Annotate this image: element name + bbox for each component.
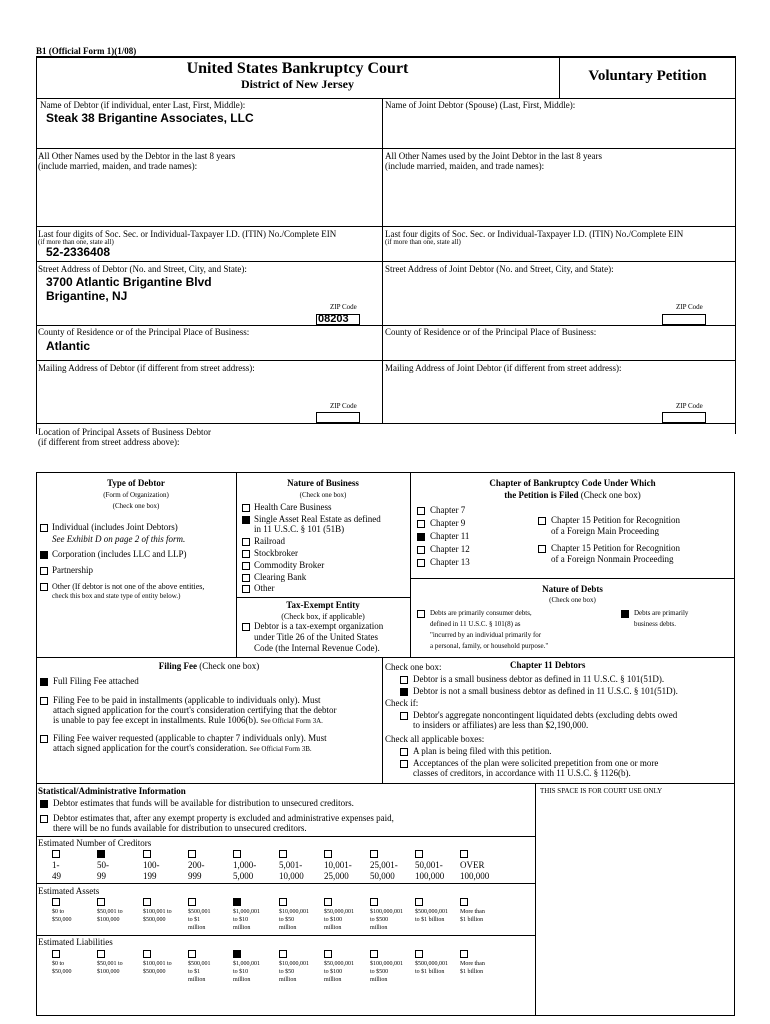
other-entity-label: Other (If debtor is not one of the above entities, [52,582,205,591]
not-small-business-label: Debtor is not a small business debtor as defined in 11 U.S.C. § 101(51D). [413,686,678,696]
other-business-checkbox[interactable] [242,585,250,593]
tax-exempt-checkbox[interactable] [242,623,250,631]
partnership-label: Partnership [52,565,93,575]
liabilities-option-1-line-1: $0 to [52,961,65,967]
debtor-other-names-label: All Other Names used by the Debtor in the last 8 years [38,151,236,161]
debtor-mailing-zip-label: ZIP Code [330,402,357,410]
chapter-13-checkbox[interactable] [417,559,425,567]
assets-option-9-line-1: $500,000,001 [415,909,448,915]
chapter-title: Chapter of Bankruptcy Code Under Which [489,478,656,488]
assets-checkbox-4[interactable] [188,898,196,906]
creditors-option-8-line-1: 25,001- [370,860,398,870]
tax-exempt-label-3: Code (the Internal Revenue Code). [254,643,380,653]
assets-option-7-line-3: million [324,925,342,931]
business-debts-label-2: business debts. [634,620,676,628]
assets-checkbox-9[interactable] [415,898,423,906]
ch11-check-if: Check if: [385,698,419,708]
liabilities-option-4-line-1: $500,001 [188,961,211,967]
liabilities-checkbox-1[interactable] [52,950,60,958]
debtor-county: Atlantic [46,339,91,353]
assets-option-4-line-2: to $1 [188,917,201,923]
liabilities-checkbox-6[interactable] [279,950,287,958]
joint-mailing-label: Mailing Address of Joint Debtor (if different from street address): [385,363,622,373]
assets-option-10-line-2: $1 billion [460,917,484,923]
liabilities-option-2-line-1: $50,001 to [97,961,123,967]
other-entity-checkbox[interactable] [40,583,48,591]
creditors-checkbox-3[interactable] [143,850,151,858]
full-fee-checkbox[interactable] [40,678,48,686]
consumer-debts-label-3: "incurred by an individual primarily for [430,631,542,639]
creditors-option-2-line-1: 50- [97,860,109,870]
chapter-title-2 [410,490,735,500]
debtor-zip-label: ZIP Code [330,303,357,311]
liabilities-checkbox-8[interactable] [370,950,378,958]
assets-checkbox-6[interactable] [279,898,287,906]
liabilities-option-5-line-2: to $10 [233,969,249,975]
liabilities-option-8-line-2: to $500 [370,969,389,975]
debtor-name-label: Name of Debtor (if individual, enter Last, First, Middle): [40,100,246,110]
court-district: District of New Jersey [241,77,354,91]
creditors-option-9-line-1: 50,001- [415,860,443,870]
joint-zip-label: ZIP Code [676,303,703,311]
joint-other-names-label-2: (include married, maiden, and trade names): [385,161,545,171]
chapter-15-nonmain-label-2: of a Foreign Nonmain Proceeding [551,554,674,564]
creditors-checkbox-1[interactable] [52,850,60,858]
liabilities-checkbox-4[interactable] [188,950,196,958]
plan-filed-label: A plan is being filed with this petition. [413,746,552,756]
assets-option-8-line-3: million [370,925,388,931]
aggregate-debts-checkbox[interactable] [400,712,408,720]
statistical-title: Statistical/Administrative Information [38,786,186,796]
assets-option-6-line-2: to $50 [279,917,295,923]
partnership-checkbox[interactable] [40,567,48,575]
creditors-option-7-line-1: 10,001- [324,860,352,870]
debtor-county-label: County of Residence or of the Principal Place of Business: [38,327,250,337]
assets-option-2-line-2: $100,000 [97,917,120,923]
funds-available-checkbox[interactable] [40,800,48,808]
no-funds-label: Debtor estimates that, after any exempt property is excluded and administrative expenses paid, [53,813,394,823]
type-of-debtor-sub: (Form of Organization) [103,491,169,499]
creditors-option-10-line-1: OVER [460,860,485,870]
liabilities-option-5-line-1: $1,000,001 [233,961,260,967]
assets-checkbox-5[interactable] [233,898,241,906]
creditors-checkbox-5[interactable] [233,850,241,858]
assets-option-5-line-3: million [233,925,251,931]
debtor-other-names-label-2: (include married, maiden, and trade names): [38,161,198,171]
assets-option-4-line-1: $500,001 [188,909,211,915]
joint-county-label: County of Residence or of the Principal Place of Business: [385,327,597,337]
installments-label-3 [53,715,323,725]
debtor-mailing-label: Mailing Address of Debtor (if different from street address): [38,363,255,373]
creditors-option-3-line-2: 199 [143,871,157,881]
assets-option-5-line-1: $1,000,001 [233,909,260,915]
liabilities-option-7-line-2: to $100 [324,969,343,975]
ch11-check-one: Check one box: [385,662,442,672]
railroad-label: Railroad [254,536,285,546]
assets-option-1-line-2: $50,000 [52,917,72,923]
individual-checkbox[interactable] [40,524,48,532]
consumer-debts-checkbox[interactable] [417,610,425,618]
liabilities-option-9-line-2: to $1 billion [415,969,445,975]
liabilities-option-7-line-1: $50,000,001 [324,961,354,967]
single-asset-checkbox[interactable] [242,516,250,524]
single-asset-label: Single Asset Real Estate as defined [254,514,381,524]
debtor-ein-label: Last four digits of Soc. Sec. or Individual-Taxpayer I.D. (ITIN) No./Complete EIN [38,229,337,239]
assets-checkbox-1[interactable] [52,898,60,906]
creditors-checkbox-8[interactable] [370,850,378,858]
assets-option-7-line-2: to $100 [324,917,343,923]
liabilities-checkbox-3[interactable] [143,950,151,958]
acceptances-checkbox[interactable] [400,760,408,768]
filing-fee-title-bold: Filing Fee [158,661,197,671]
assets-checkbox-8[interactable] [370,898,378,906]
liabilities-option-6-line-2: to $50 [279,969,295,975]
assets-option-8-line-1: $100,000,001 [370,909,403,915]
installments-checkbox[interactable] [40,697,48,705]
liabilities-option-6-line-1: $10,000,001 [279,961,309,967]
small-business-checkbox[interactable] [400,676,408,684]
chapter-12-label: Chapter 12 [430,544,470,554]
creditors-option-9-line-2: 100,000 [415,871,445,881]
clearing-bank-label: Clearing Bank [254,572,307,582]
chapter-11-checkbox[interactable] [417,533,425,541]
no-funds-label-2: there will be no funds available for distribution to unsecured creditors. [53,823,307,833]
assets-label: Estimated Assets [38,886,100,896]
assets-checkbox-10[interactable] [460,898,468,906]
chapter-12-checkbox[interactable] [417,546,425,554]
tax-exempt-sub: (Check box, if applicable) [281,612,365,621]
debtor-street-label: Street Address of Debtor (No. and Street, City, and State): [38,264,247,274]
joint-ein-sub: (if more than one, state all) [385,238,461,246]
chapter-13-label: Chapter 13 [430,557,470,567]
joint-mailing-zip-label: ZIP Code [676,402,703,410]
fee-waiver-label: Filing Fee waiver requested (applicable to chapter 7 individuals only). Must [53,733,327,743]
fee-waiver-form-ref: See Official Form 3B. [249,745,312,753]
assets-option-3-line-2: $500,000 [143,917,166,923]
chapter-15-nonmain-label: Chapter 15 Petition for Recognition [551,543,680,553]
chapter-7-checkbox[interactable] [417,507,425,515]
corporation-checkbox[interactable] [40,551,48,559]
chapter-15-main-label: Chapter 15 Petition for Recognition [551,515,680,525]
fee-waiver-checkbox[interactable] [40,735,48,743]
no-funds-checkbox[interactable] [40,815,48,823]
fee-waiver-text: attach signed application for the court's consideration. [53,743,248,753]
liabilities-label: Estimated Liabilities [38,937,113,947]
joint-other-names-label: All Other Names used by the Joint Debtor in the last 8 years [385,151,602,161]
consumer-debts-label-2: defined in 11 U.S.C. § 101(8) as [430,620,521,628]
filing-fee-title [36,661,382,671]
small-business-label: Debtor is a small business debtor as defined in 11 U.S.C. § 101(51D). [413,674,665,684]
assets-option-4-line-3: million [188,925,206,931]
ch11-check-all: Check all applicable boxes: [385,734,485,744]
aggregate-debts-label: Debtor's aggregate noncontingent liquidated debts (excluding debts owed [413,710,678,720]
single-asset-label-2: in 11 U.S.C. § 101 (51B) [254,524,345,534]
nature-of-debts-sub: (Check one box) [549,596,596,604]
tax-exempt-label: Debtor is a tax-exempt organization [254,621,384,631]
creditors-label: Estimated Number of Creditors [38,838,152,848]
individual-note: See Exhibit D on page 2 of this form. [52,534,186,544]
creditors-option-1-line-1: 1- [52,860,60,870]
chapter-9-label: Chapter 9 [430,518,466,528]
creditors-checkbox-4[interactable] [188,850,196,858]
creditors-option-10-line-2: 100,000 [460,871,490,881]
creditors-option-6-line-2: 10,000 [279,871,304,881]
joint-name-label: Name of Joint Debtor (Spouse) (Last, First, Middle): [385,100,576,110]
commodity-broker-checkbox[interactable] [242,562,250,570]
assets-option-6-line-1: $10,000,001 [279,909,309,915]
debtor-street-2: Brigantine, NJ [46,289,128,303]
assets-option-9-line-2: to $1 billion [415,917,445,923]
nature-of-business-title: Nature of Business [287,478,359,488]
business-debts-label: Debts are primarily [634,609,689,617]
assets-option-10-line-1: More than [460,909,485,915]
tax-exempt-title: Tax-Exempt Entity [286,600,360,610]
creditors-checkbox-10[interactable] [460,850,468,858]
debtor-name: Steak 38 Brigantine Associates, LLC [46,111,254,125]
creditors-option-4-line-2: 999 [188,871,202,881]
debtor-ein-sub: (if more than one, state all) [38,238,114,246]
other-entity-label-2: check this box and state type of entity below.) [52,592,181,600]
type-of-debtor-sub-2: (Check one box) [112,502,160,510]
liabilities-option-2-line-2: $100,000 [97,969,120,975]
creditors-option-5-line-1: 1,000- [233,860,257,870]
debtor-street-1: 3700 Atlantic Brigantine Blvd [46,275,212,289]
installments-label-2: attach signed application for the court's consideration certifying that the debtor [53,705,337,715]
acceptances-label-2: classes of creditors, in accordance with 11 U.S.C. § 1126(b). [413,768,631,778]
creditors-option-7-line-2: 25,000 [324,871,349,881]
liabilities-option-5-line-3: million [233,977,251,983]
individual-label: Individual (includes Joint Debtors) [52,522,178,532]
creditors-option-6-line-1: 5,001- [279,860,303,870]
filing-fee-title-sub: (Check one box) [199,661,260,671]
health-care-checkbox[interactable] [242,504,250,512]
liabilities-option-4-line-3: million [188,977,206,983]
joint-street-label: Street Address of Joint Debtor (No. and Street, City, and State): [385,264,614,274]
health-care-label: Health Care Business [254,502,332,512]
liabilities-option-4-line-2: to $1 [188,969,201,975]
funds-available-label: Debtor estimates that funds will be available for distribution to unsecured creditors. [53,798,354,808]
not-small-business-checkbox[interactable] [400,688,408,696]
liabilities-checkbox-10[interactable] [460,950,468,958]
creditors-option-8-line-2: 50,000 [370,871,395,881]
assets-option-5-line-2: to $10 [233,917,249,923]
assets-option-7-line-1: $50,000,001 [324,909,354,915]
creditors-option-3-line-1: 100- [143,860,160,870]
ch11-debtors-title: Chapter 11 Debtors [510,660,586,670]
joint-ein-label: Last four digits of Soc. Sec. or Individual-Taxpayer I.D. (ITIN) No./Complete EIN [385,229,684,239]
liabilities-option-8-line-1: $100,000,001 [370,961,403,967]
liabilities-option-8-line-3: million [370,977,388,983]
court-use-only: THIS SPACE IS FOR COURT USE ONLY [540,787,663,795]
assets-option-6-line-3: million [279,925,297,931]
assets-checkbox-3[interactable] [143,898,151,906]
creditors-checkbox-6[interactable] [279,850,287,858]
court-title: United States Bankruptcy Court [186,60,409,77]
creditors-option-4-line-1: 200- [188,860,205,870]
other-business-label: Other [254,583,275,593]
assets-option-1-line-1: $0 to [52,909,65,915]
chapter-11-label: Chapter 11 [430,531,470,541]
fee-waiver-label-2 [53,743,312,753]
commodity-broker-label: Commodity Broker [254,560,325,570]
debtor-zip: 08203 [318,313,349,325]
railroad-checkbox[interactable] [242,538,250,546]
liabilities-option-9-line-1: $500,000,001 [415,961,448,967]
creditors-option-5-line-2: 5,000 [233,871,254,881]
creditors-checkbox-7[interactable] [324,850,332,858]
liabilities-option-3-line-2: $500,000 [143,969,166,975]
liabilities-option-10-line-2: $1 billion [460,969,484,975]
liabilities-option-10-line-1: More than [460,961,485,967]
liabilities-checkbox-5[interactable] [233,950,241,958]
chapter-15-nonmain-checkbox[interactable] [538,545,546,553]
aggregate-debts-label-2: to insiders or affiliates) are less than $2,190,000. [413,720,589,730]
chapter-9-checkbox[interactable] [417,520,425,528]
assets-option-2-line-1: $50,001 to [97,909,123,915]
form-id: B1 (Official Form 1)(1/08) [36,46,137,56]
nature-of-debts-title: Nature of Debts [542,584,603,594]
assets-option-8-line-2: to $500 [370,917,389,923]
assets-checkbox-7[interactable] [324,898,332,906]
chapter-15-main-checkbox[interactable] [538,517,546,525]
chapter-7-label: Chapter 7 [430,505,466,515]
acceptances-label: Acceptances of the plan were solicited prepetition from one or more [413,758,659,768]
corporation-label: Corporation (includes LLC and LLP) [52,549,187,559]
creditors-checkbox-9[interactable] [415,850,423,858]
creditors-checkbox-2[interactable] [97,850,105,858]
liabilities-option-7-line-3: million [324,977,342,983]
stockbroker-checkbox[interactable] [242,550,250,558]
plan-filed-checkbox[interactable] [400,748,408,756]
liabilities-checkbox-2[interactable] [97,950,105,958]
liabilities-checkbox-7[interactable] [324,950,332,958]
installments-form-ref: See Official Form 3A. [260,717,323,725]
creditors-option-2-line-2: 99 [97,871,106,881]
assets-checkbox-2[interactable] [97,898,105,906]
chapter-15-main-label-2: of a Foreign Main Proceeding [551,526,659,536]
full-fee-label: Full Filing Fee attached [53,676,139,686]
type-of-debtor-title: Type of Debtor [107,478,165,488]
chapter-title-2-bold: the Petition is Filed [504,490,579,500]
consumer-debts-label-4: a personal, family, or household purpose." [430,642,549,650]
stockbroker-label: Stockbroker [254,548,298,558]
installments-rule: is unable to pay fee except in installments. Rule 1006(b). [53,715,259,725]
clearing-bank-checkbox[interactable] [242,574,250,582]
consumer-debts-label: Debts are primarily consumer debts, [430,609,532,617]
chapter-title-2-sub: (Check one box) [580,490,641,500]
tax-exempt-label-2: under Title 26 of the United States [254,632,378,642]
location-label: Location of Principal Assets of Business Debtor [38,427,211,437]
liabilities-option-3-line-1: $100,001 to [143,961,172,967]
location-label-2: (if different from street address above): [38,437,180,447]
liabilities-option-1-line-2: $50,000 [52,969,72,975]
nature-of-business-sub: (Check one box) [299,491,347,499]
installments-label: Filing Fee to be paid in installments (applicable to individuals only). Must [53,695,321,705]
liabilities-checkbox-9[interactable] [415,950,423,958]
assets-option-3-line-1: $100,001 to [143,909,172,915]
creditors-option-1-line-2: 49 [52,871,61,881]
business-debts-checkbox[interactable] [621,610,629,618]
debtor-ein: 52-2336408 [46,245,111,259]
liabilities-option-6-line-3: million [279,977,297,983]
petition-type: Voluntary Petition [588,68,707,84]
